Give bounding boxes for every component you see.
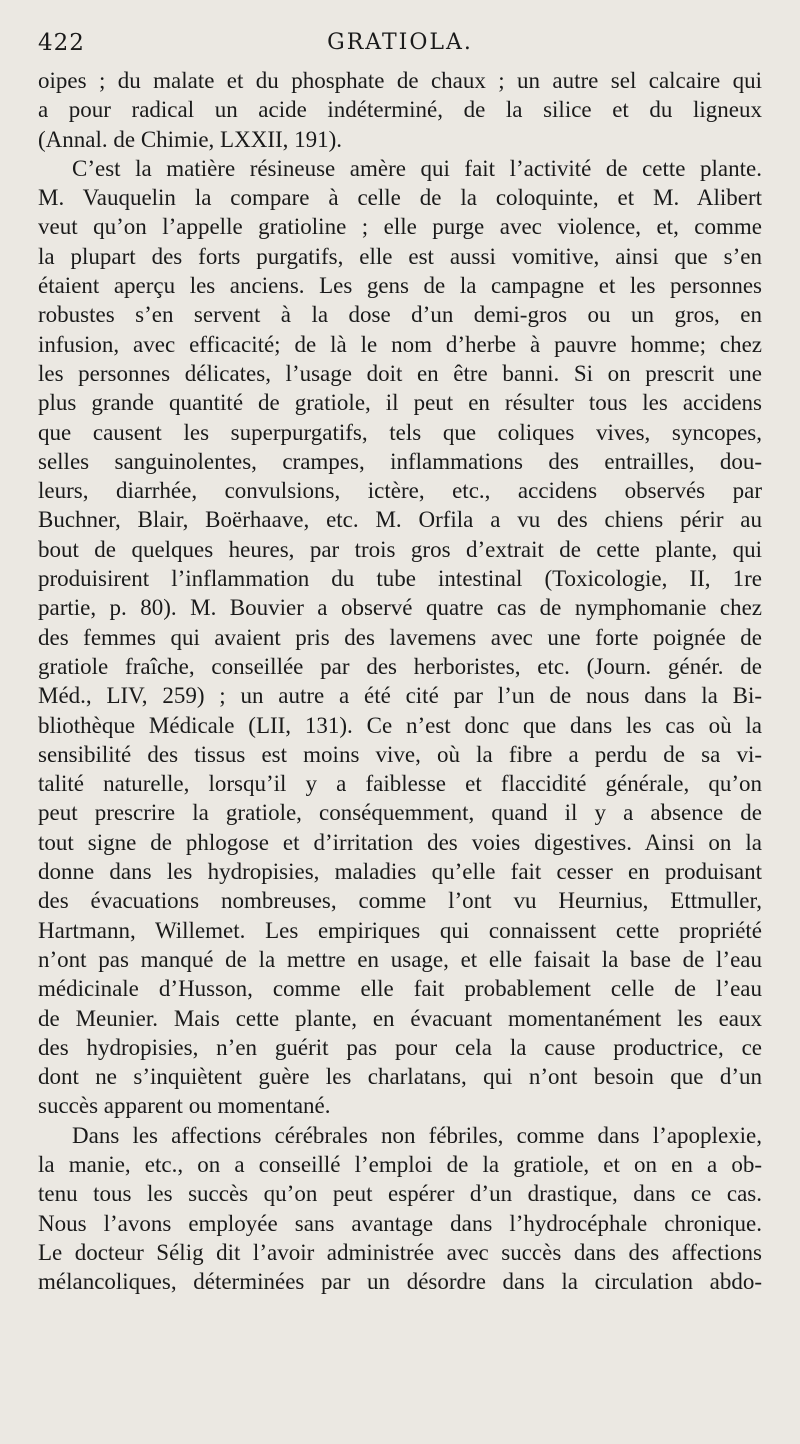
text-line: bliothèque Médicale (LII, 131). Ce n’est donc que dans les cas où la — [38, 712, 762, 738]
text-line: n’ont pas manqué de la mettre en usage, et elle faisait la base de l’eau — [38, 946, 762, 972]
text-line: dont ne s’inquiètent guère les charlatans, qui n’ont besoin que d’un — [38, 1064, 762, 1090]
text-line: de Meunier. Mais cette plante, en évacuant momentanément les eaux — [38, 1005, 762, 1031]
text-line: plus grande quantité de gratiole, il peut en résulter tous les accidens — [38, 390, 762, 416]
text-line: donne dans les hydropisies, maladies qu’elle fait cesser en produisant — [38, 859, 762, 885]
page-header — [38, 30, 762, 70]
text-line: infusion, avec efficacité; de là le nom d’herbe à pauvre homme; chez — [38, 331, 762, 357]
text-line: succès apparent ou momentané. — [38, 1093, 331, 1119]
text-line: tenu tous les succès qu’on peut espérer d’un drastique, dans ce cas. — [38, 1181, 762, 1207]
text-line: produisirent l’inflammation du tube intestinal (Toxicologie, II, 1re — [38, 566, 762, 592]
text-line: talité naturelle, lorsqu’il y a faiblesse et flaccidité générale, qu’on — [38, 771, 762, 797]
text-line: Dans les affections cérébrales non fébriles, comme dans l’apoplexie, — [72, 1122, 762, 1148]
text-line: peut prescrire la gratiole, conséquemment, quand il y a absence de — [38, 800, 762, 826]
text-line: la plupart des forts purgatifs, elle est aussi vomitive, ainsi que s’en — [38, 243, 762, 269]
text-line: bout de quelques heures, par trois gros d’extrait de cette plante, qui — [38, 536, 762, 562]
text-line: Méd., LIV, 259) ; un autre a été cité par l’un de nous dans la Bi- — [38, 683, 762, 709]
body-text — [38, 66, 762, 1296]
text-line: des hydropisies, n’en guérit pas pour cela la cause productrice, ce — [38, 1034, 762, 1060]
paragraph — [38, 66, 762, 154]
text-line: Le docteur Sélig dit l’avoir administrée avec succès dans des affections — [38, 1239, 762, 1265]
text-line: tout signe de phlogose et d’irritation des voies digestives. Ainsi on la — [38, 829, 762, 855]
text-line: (Annal. de Chimie, LXXII, 191). — [38, 126, 343, 152]
text-line: étaient aperçu les anciens. Les gens de la campagne et les personnes — [38, 273, 762, 299]
text-line: les personnes délicates, l’usage doit en être banni. Si on prescrit une — [38, 360, 762, 386]
text-line: C’est la matière résineuse amère qui fait l’activité de cette plante. — [72, 155, 762, 181]
paragraph — [38, 154, 762, 1121]
text-line: leurs, diarrhée, convulsions, ictère, etc., accidens observés par — [38, 478, 762, 504]
text-line: mélancoliques, déterminées par un désordre dans la circulation abdo- — [38, 1269, 762, 1295]
text-line: partie, p. 80). M. Bouvier a observé quatre cas de nymphomanie chez — [38, 595, 762, 621]
text-line: veut qu’on l’appelle gratioline ; elle purge avec violence, et, comme — [38, 214, 762, 240]
text-line: Hartmann, Willemet. Les empiriques qui connaissent cette propriété — [38, 917, 762, 943]
text-line: a pour radical un acide indéterminé, de la silice et du ligneux — [38, 97, 762, 123]
text-line: M. Vauquelin la compare à celle de la coloquinte, et M. Alibert — [38, 185, 762, 211]
text-line: des évacuations nombreuses, comme l’ont vu Heurnius, Ettmuller, — [38, 888, 762, 914]
text-line: gratiole fraîche, conseillée par des herboristes, etc. (Journ. génér. de — [38, 653, 762, 679]
text-line: robustes s’en servent à la dose d’un demi-gros ou un gros, en — [38, 302, 762, 328]
text-line: la manie, etc., on a conseillé l’emploi de la gratiole, et on en a ob- — [38, 1151, 762, 1177]
text-line: médicinale d’Husson, comme elle fait probablement celle de l’eau — [38, 976, 762, 1002]
running-title: GRATIOLA. — [327, 30, 473, 55]
text-line: selles sanguinolentes, crampes, inflammations des entrailles, dou- — [38, 448, 762, 474]
text-line: Buchner, Blair, Boërhaave, etc. M. Orfila a vu des chiens périr au — [38, 507, 762, 533]
text-line: oipes ; du malate et du phosphate de chaux ; un autre sel calcaire qui — [38, 68, 762, 93]
text-line: Nous l’avons employée sans avantage dans l’hydrocéphale chronique. — [38, 1210, 762, 1236]
text-line: des femmes qui avaient pris des lavemens avec une forte poignée de — [38, 624, 762, 650]
page-number: 422 — [38, 30, 85, 56]
paragraph — [38, 1121, 762, 1297]
text-line: sensibilité des tissus est moins vive, où la fibre a perdu de sa vi- — [38, 741, 762, 767]
text-line: que causent les superpurgatifs, tels que coliques vives, syncopes, — [38, 419, 762, 445]
